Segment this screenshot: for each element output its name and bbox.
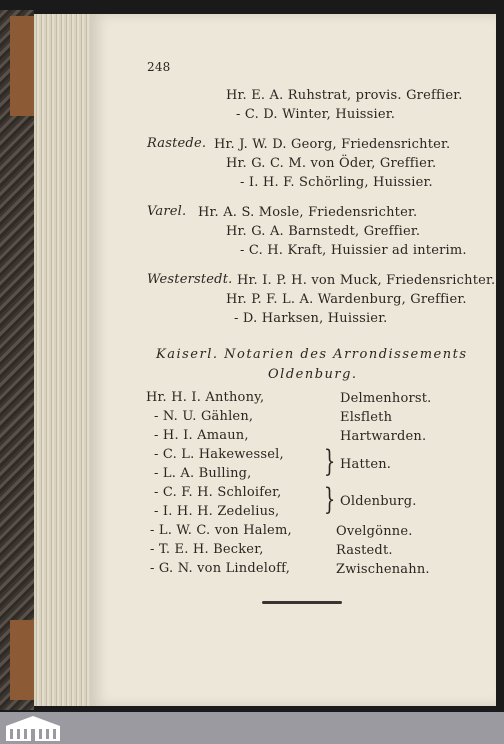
entry-line: - I. H. F. Schörling, Huissier. xyxy=(240,175,433,190)
entry-line: - D. Harksen, Huissier. xyxy=(234,311,388,326)
entry-line: Hr. I. P. H. von Muck, Friedensrichter. xyxy=(237,273,496,288)
brace-icon: } xyxy=(323,444,336,479)
notary-name: - H. I. Amaun, xyxy=(154,428,249,443)
notary-name: - L. W. C. von Halem, xyxy=(150,523,292,538)
entry-line: Hr. P. F. L. A. Wardenburg, Greffier. xyxy=(226,292,467,307)
library-building-icon xyxy=(4,714,62,742)
entry-line: Hr. J. W. D. Georg, Friedensrichter. xyxy=(214,137,451,152)
intro-line: Hr. E. A. Ruhstrat, provis. Greffier. xyxy=(226,88,463,103)
place-rastede: Rastede. xyxy=(147,136,207,151)
notary-name: - G. N. von Lindeloff, xyxy=(150,561,291,576)
entry-line: - C. H. Kraft, Huissier ad interim. xyxy=(240,243,467,258)
place-westerstedt: Westerstedt. xyxy=(147,272,233,287)
cover-leather-bottom xyxy=(10,620,34,700)
entry-line: Hr. G. C. M. von Öder, Greffier. xyxy=(226,156,437,171)
intro-line: - C. D. Winter, Huissier. xyxy=(236,107,396,122)
entry-line: Hr. A. S. Mosle, Friedensrichter. xyxy=(198,205,418,220)
notary-name: - C. F. H. Schloifer, xyxy=(154,485,282,500)
notary-name: - T. E. H. Becker, xyxy=(150,542,264,557)
section-heading: Kaiserl. Notarien des Arrondissements xyxy=(156,347,468,362)
notary-place: Rastedt. xyxy=(336,543,393,558)
section-heading-place: Oldenburg. xyxy=(268,367,358,382)
viewer-footer xyxy=(0,712,504,744)
notary-place: Oldenburg. xyxy=(340,494,417,509)
page-edges xyxy=(34,14,90,706)
entry-line: Hr. G. A. Barnstedt, Greffier. xyxy=(226,224,421,239)
notary-place: Hatten. xyxy=(340,457,392,472)
notary-place: Elsfleth xyxy=(340,410,393,425)
notary-name: - N. U. Gählen, xyxy=(154,409,254,424)
notary-name: - L. A. Bulling, xyxy=(154,466,252,481)
place-varel: Varel. xyxy=(147,204,187,219)
brace-icon: } xyxy=(323,482,336,517)
notary-name: - I. H. H. Zedelius, xyxy=(154,504,280,519)
notary-place: Ovelgönne. xyxy=(336,524,413,539)
notary-place: Hartwarden. xyxy=(340,429,427,444)
notary-place: Delmenhorst. xyxy=(340,391,432,406)
cover-leather-top xyxy=(10,16,34,116)
page-number: 248 xyxy=(147,60,171,74)
notary-place: Zwischenahn. xyxy=(336,562,430,577)
notary-name: Hr. H. I. Anthony, xyxy=(146,390,265,405)
notary-name: - C. L. Hakewessel, xyxy=(154,447,284,462)
ornament-rule xyxy=(262,601,342,604)
